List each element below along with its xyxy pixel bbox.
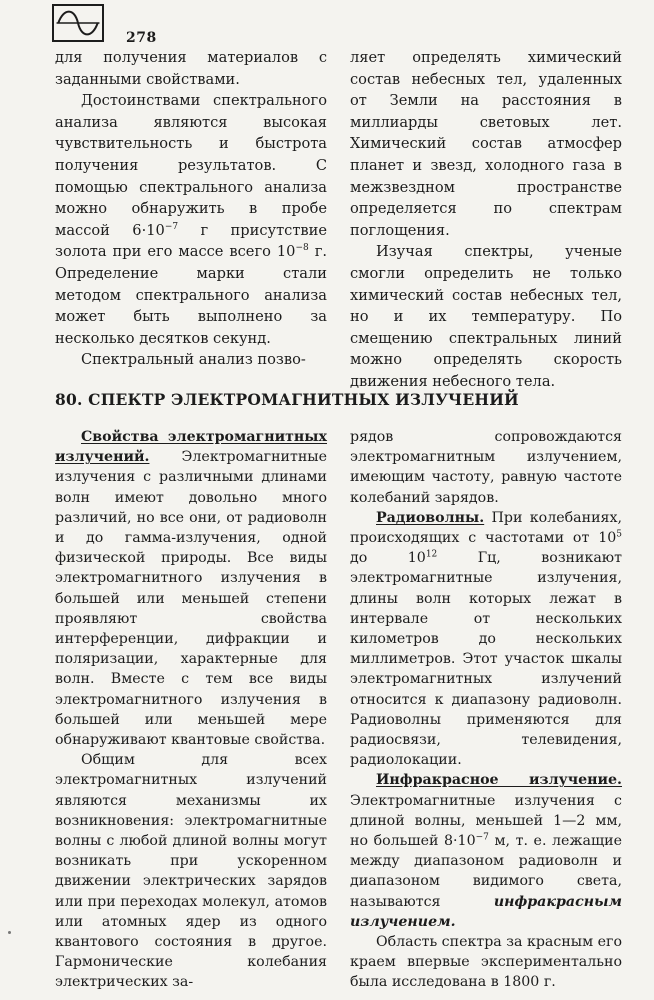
paragraph: Радиоволны. При колебаниях, происходящих с частотами от $10^5$ до $10^{12}$ Гц, возникают электромагнитные излучения, длины волн которых лежат в интервале от нескольких километров до нескольких миллиметров. Этот участок шкалы электромагнитных излучений относится к диапазону радиоволн. Радиоволны применяются для радиосвязи, телевидения, радиолокации. [350,509,622,769]
paragraph: Область спектра за красным его краем впервые экспериментально была исследована в 1800 г. [350,934,622,991]
chapter-logo [52,4,104,42]
bottom-right-column [350,427,622,993]
page-number: 278 [126,30,157,46]
paragraph: Инфракрасное излучение. Электромагнитные излучения с длиной волны, меньшей 1—2 мм, но большей $8\cdot 10^{-7}$ м, т. е. лежащие между диапазоном радиоволн и диапазоном видимого света, называются инфракрасным излучением. [350,772,623,930]
paragraph: ляет определять химический состав небесных тел, удаленных от Земли на расстояния в миллиарды световых лет. Химический состав атмосфер планет и звезд, холодного газа в межзвездном пространстве определяется по спектрам поглощения. [350,49,622,239]
subheading: Свойства электромагнитных излучений. [55,429,327,466]
top-right-column [350,47,622,393]
paragraph: Общим для всех электромагнитных излучений являются механизмы их возникновения: электромагнитные волны с любой длиной волны могут возникать при ускоренном движении электрических зарядов или при переходах молекул, атомов или атомных ядер из одного квантового состояния в другое. Гармонические колебания электрических за- [55,752,327,991]
paragraph: Достоинствами спектрального анализа являются высокая чувствительность и быстрота получения результатов. С помощью спектрального анализа можно обнаружить в пробе массой $6\cdot 10^{-7}$ г присутствие золота при его массе всего $10^{-8}$ г. Определение марки стали методом спектрального анализа может быть выполнено за несколько десятков секунд. [55,92,327,347]
paragraph: рядов сопровождаются электромагнитным излучением, имеющим частоту, равную частоте колебаний зарядов. [350,429,622,506]
bottom-left-column [55,427,327,993]
sine-wave-icon [54,6,102,40]
paragraph: Спектральный анализ позво- [81,351,306,369]
term: инфракрасным излучением. [350,893,622,930]
margin-mark [8,931,11,934]
paragraph: Изучая спектры, ученые смогли определить не только химический состав небесных тел, но и их температуру. По смещению спектральных линий можно определять скорость движения небесного тела. [350,243,622,390]
paragraph: Свойства электромагнитных излучений. Электромагнитные излучения с различными длинами волн имеют довольно много различий, но все они, от радиоволн и до гамма-излучения, одной физической природы. Все виды электромагнитного излучения в большей или меньшей степени проявляют свойства интерференции, дифракции и поляризации, характерные для волн. Вместе с тем все виды электромагнитного излучения в большей или меньшей мере обнаруживают квантовые свойства. [55,429,327,749]
section-title: 80. СПЕКТР ЭЛЕКТРОМАГНИТНЫХ ИЗЛУЧЕНИЙ [55,390,519,409]
subheading: Радиоволны. [376,509,485,526]
top-left-column [55,47,327,371]
paragraph: для получения материалов с заданными свойствами. [55,49,327,88]
subheading: Инфракрасное излучение. [376,772,622,789]
